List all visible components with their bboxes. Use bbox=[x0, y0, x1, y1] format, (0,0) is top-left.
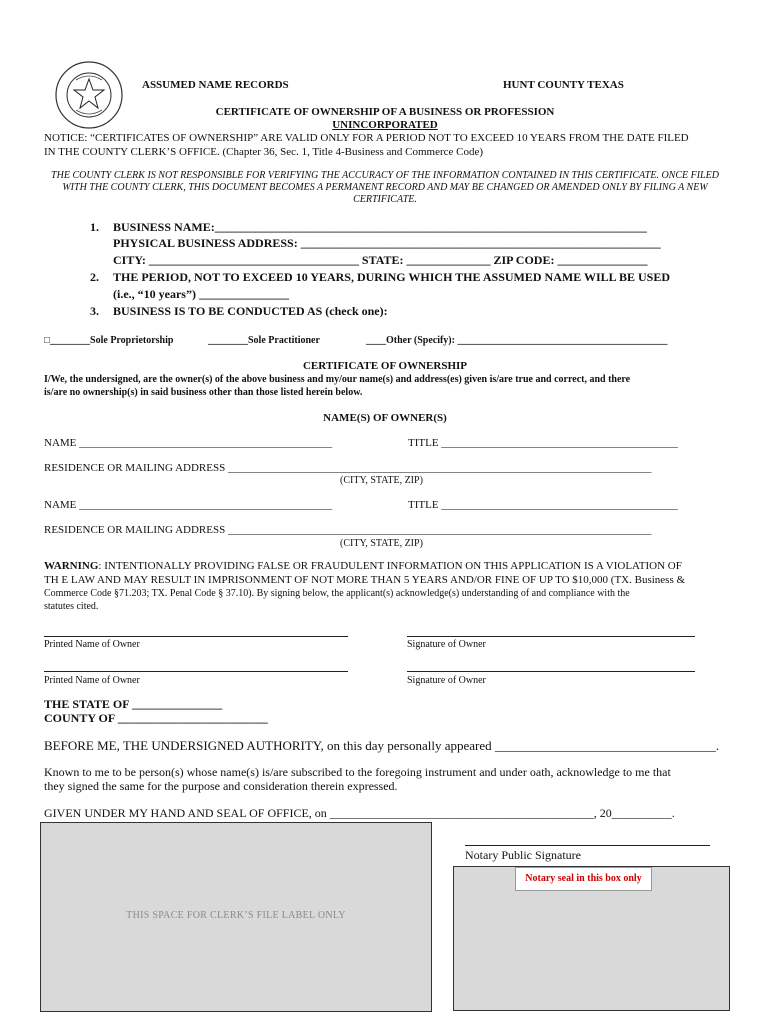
item-number-2: 2. bbox=[90, 270, 99, 284]
warning-label: WARNING bbox=[44, 560, 99, 572]
notary-signature-label: Notary Public Signature bbox=[465, 848, 581, 862]
item-number-3: 3. bbox=[90, 304, 99, 318]
conducted-as-label: BUSINESS IS TO BE CONDUCTED AS (check one): bbox=[113, 304, 388, 318]
owner-2-address-field[interactable]: RESIDENCE OR MAILING ADDRESS _____________________________________________________________________________ bbox=[44, 524, 652, 536]
period-label: THE PERIOD, NOT TO EXCEED 10 YEARS, DURING WHICH THE ASSUMED NAME WILL BE USED bbox=[113, 270, 671, 284]
option-other[interactable]: ____Other (Specify): __________________________________________ bbox=[366, 335, 668, 346]
warning-line-4: statutes cited. bbox=[44, 601, 99, 612]
disclaimer-line-1: THE COUNTY CLERK IS NOT RESPONSIBLE FOR VERIFYING THE ACCURACY OF THE INFORMATION CONTAINED IN THIS CERTIFICATE. ONCE FILED bbox=[51, 170, 719, 181]
header-right: HUNT COUNTY TEXAS bbox=[503, 79, 624, 91]
warning-line-2: TH E LAW AND MAY RESULT IN IMPRISONMENT OF NOT MORE THAN 5 YEARS AND/OR FINE OF UP TO $10,000 (TX. Business & bbox=[44, 574, 686, 586]
owner-1-csz-label: (CITY, STATE, ZIP) bbox=[340, 475, 423, 486]
county-of-field[interactable]: COUNTY OF _________________________ bbox=[44, 711, 268, 725]
page-subtitle: UNINCORPORATED bbox=[332, 119, 438, 131]
clerk-label-text: THIS SPACE FOR CLERK’S FILE LABEL ONLY bbox=[126, 910, 346, 921]
clerk-label-box bbox=[40, 822, 432, 1012]
page-title: CERTIFICATE OF OWNERSHIP OF A BUSINESS OR PROFESSION bbox=[215, 106, 555, 118]
signature-line-1[interactable] bbox=[407, 636, 695, 637]
known-line-1: Known to me to be person(s) whose name(s) is/are subscribed to the foregoing instrument and under oath, acknowledge to me that bbox=[44, 765, 671, 779]
owner-1-name-field[interactable]: NAME ______________________________________________ bbox=[44, 437, 333, 449]
printed-name-label-1: Printed Name of Owner bbox=[44, 639, 140, 650]
disclaimer-line-3: CERTIFICATE. bbox=[353, 194, 417, 205]
period-field[interactable]: (i.e., “10 years”) _______________ bbox=[113, 287, 289, 301]
city-state-zip-field[interactable]: CITY: ___________________________________ STATE: ______________ ZIP CODE: _______________ bbox=[113, 253, 648, 267]
option-sole-proprietorship[interactable]: □________Sole Proprietorship bbox=[44, 335, 174, 346]
notary-signature-line[interactable] bbox=[465, 845, 710, 846]
certificate-line-1: I/We, the undersigned, are the owner(s) of the above business and my/our name(s) and address(es) given is/are true and correct, and there bbox=[44, 374, 631, 385]
certificate-heading: CERTIFICATE OF OWNERSHIP bbox=[302, 360, 468, 372]
owner-2-name-field[interactable]: NAME ______________________________________________ bbox=[44, 499, 333, 511]
notice-line-1: NOTICE: “CERTIFICATES OF OWNERSHIP” ARE VALID ONLY FOR A PERIOD NOT TO EXCEED 10 YEARS FROM THE DATE FILED bbox=[44, 132, 689, 144]
signature-line-2[interactable] bbox=[407, 671, 695, 672]
signature-label-1: Signature of Owner bbox=[407, 639, 486, 650]
owner-1-title-field[interactable]: TITLE ___________________________________________ bbox=[408, 437, 678, 449]
owners-heading: NAME(S) OF OWNER(S) bbox=[323, 412, 447, 424]
certificate-line-2: is/are no ownership(s) in said business other than those listed herein below. bbox=[44, 387, 363, 398]
disclaimer-line-2: WITH THE COUNTY CLERK, THIS DOCUMENT BECOMES A PERMANENT RECORD AND MAY BE CHANGED OR AMENDED ONLY BY FILING A NEW bbox=[62, 182, 708, 193]
signature-label-2: Signature of Owner bbox=[407, 675, 486, 686]
before-me-field[interactable]: BEFORE ME, THE UNDERSIGNED AUTHORITY, on this day personally appeared __________________________________. bbox=[44, 738, 720, 753]
printed-name-line-1[interactable] bbox=[44, 636, 348, 637]
owner-2-title-field[interactable]: TITLE ___________________________________________ bbox=[408, 499, 678, 511]
header-left: ASSUMED NAME RECORDS bbox=[142, 79, 289, 91]
warning-line-3: Commerce Code §71.203; TX. Penal Code § 37.10). By signing below, the applicant(s) acknowledge(s) understanding of and compliance with the bbox=[44, 588, 630, 599]
warning-text-1: : INTENTIONALLY PROVIDING FALSE OR FRAUDULENT INFORMATION ON THIS APPLICATION IS A VIOLATION OF bbox=[98, 560, 682, 572]
owner-1-address-field[interactable]: RESIDENCE OR MAILING ADDRESS _____________________________________________________________________________ bbox=[44, 462, 652, 474]
business-name-field[interactable]: BUSINESS NAME:________________________________________________________________________ bbox=[113, 220, 647, 234]
item-number-1: 1. bbox=[90, 220, 99, 234]
physical-address-field[interactable]: PHYSICAL BUSINESS ADDRESS: ____________________________________________________________ bbox=[113, 236, 661, 250]
option-sole-practitioner[interactable]: ________Sole Practitioner bbox=[208, 335, 320, 346]
notary-seal-label: Notary seal in this box only bbox=[515, 867, 652, 891]
printed-name-label-2: Printed Name of Owner bbox=[44, 675, 140, 686]
given-under-field[interactable]: GIVEN UNDER MY HAND AND SEAL OF OFFICE, on ____________________________________________, 20__________. bbox=[44, 806, 675, 820]
owner-2-csz-label: (CITY, STATE, ZIP) bbox=[340, 538, 423, 549]
printed-name-line-2[interactable] bbox=[44, 671, 348, 672]
known-line-2: they signed the same for the purpose and consideration therein expressed. bbox=[44, 779, 398, 793]
notice-line-2: IN THE COUNTY CLERK’S OFFICE. (Chapter 36, Sec. 1, Title 4-Business and Commerce Code) bbox=[44, 146, 484, 158]
state-of-field[interactable]: THE STATE OF _______________ bbox=[44, 697, 223, 711]
warning-line-1 bbox=[44, 560, 682, 572]
